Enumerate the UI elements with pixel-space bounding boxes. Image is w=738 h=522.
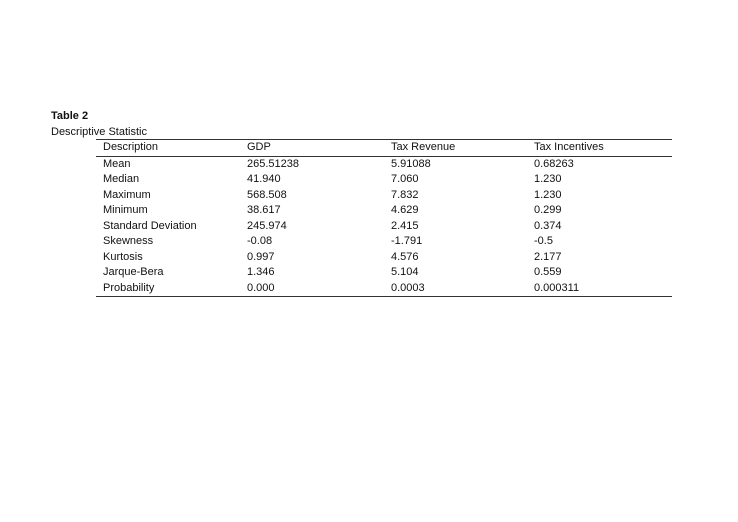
row-label: Probability [103,281,155,294]
table-title: Descriptive Statistic [51,126,147,138]
tax-revenue-cell: 5.104 [391,266,419,279]
gdp-cell: 0.000 [247,281,275,294]
tax-revenue-cell: 2.415 [391,219,419,232]
gdp-cell: 0.997 [247,250,275,263]
row-label: Maximum [103,188,151,201]
table-row [96,172,672,188]
table-row [96,219,672,235]
tax-revenue-cell: 7.060 [391,173,419,186]
table-row [96,203,672,219]
tax-revenue-cell: 4.576 [391,250,419,263]
gdp-cell: 245.974 [247,219,287,232]
row-label: Standard Deviation [103,219,197,232]
tax-incentives-cell: 1.230 [534,188,562,201]
gdp-cell: -0.08 [247,235,273,248]
gdp-cell: 568.508 [247,188,287,201]
tax-revenue-cell: 0.0003 [391,281,425,294]
tax-incentives-cell: 0.68263 [534,157,574,170]
gdp-cell: 38.617 [247,204,281,217]
table-row [96,250,672,266]
row-label: Kurtosis [103,250,143,263]
header-tax-incentives: Tax Incentives [534,141,604,154]
tax-revenue-cell: 5.91088 [391,157,431,170]
tax-incentives-cell: 0.374 [534,219,562,232]
row-label: Minimum [103,204,148,217]
tax-incentives-cell: 0.299 [534,204,562,217]
tax-incentives-cell: 2.177 [534,250,562,263]
tax-incentives-cell: -0.5 [534,235,553,248]
table-row [96,188,672,204]
tax-revenue-cell: 7.832 [391,188,419,201]
row-label: Jarque-Bera [103,266,164,279]
table-row [96,156,672,172]
table-row [96,281,672,297]
tax-incentives-cell: 0.559 [534,266,562,279]
row-label: Skewness [103,235,154,248]
table-row [96,234,672,250]
tax-incentives-cell: 0.000311 [534,281,580,294]
tax-revenue-cell: 4.629 [391,204,419,217]
table-number: Table 2 [51,110,89,122]
descriptive-statistics-table [96,139,672,297]
gdp-cell: 265.51238 [247,157,299,170]
gdp-cell: 41.940 [247,173,281,186]
tax-incentives-cell: 1.230 [534,173,562,186]
tax-revenue-cell: -1.791 [391,235,423,248]
header-gdp: GDP [247,141,271,154]
table-row [96,265,672,281]
header-description: Description [103,141,159,154]
table-caption [51,109,147,139]
row-label: Median [103,173,140,186]
header-tax-revenue: Tax Revenue [391,141,456,154]
table-header-row [96,140,672,157]
row-label: Mean [103,157,131,170]
gdp-cell: 1.346 [247,266,275,279]
